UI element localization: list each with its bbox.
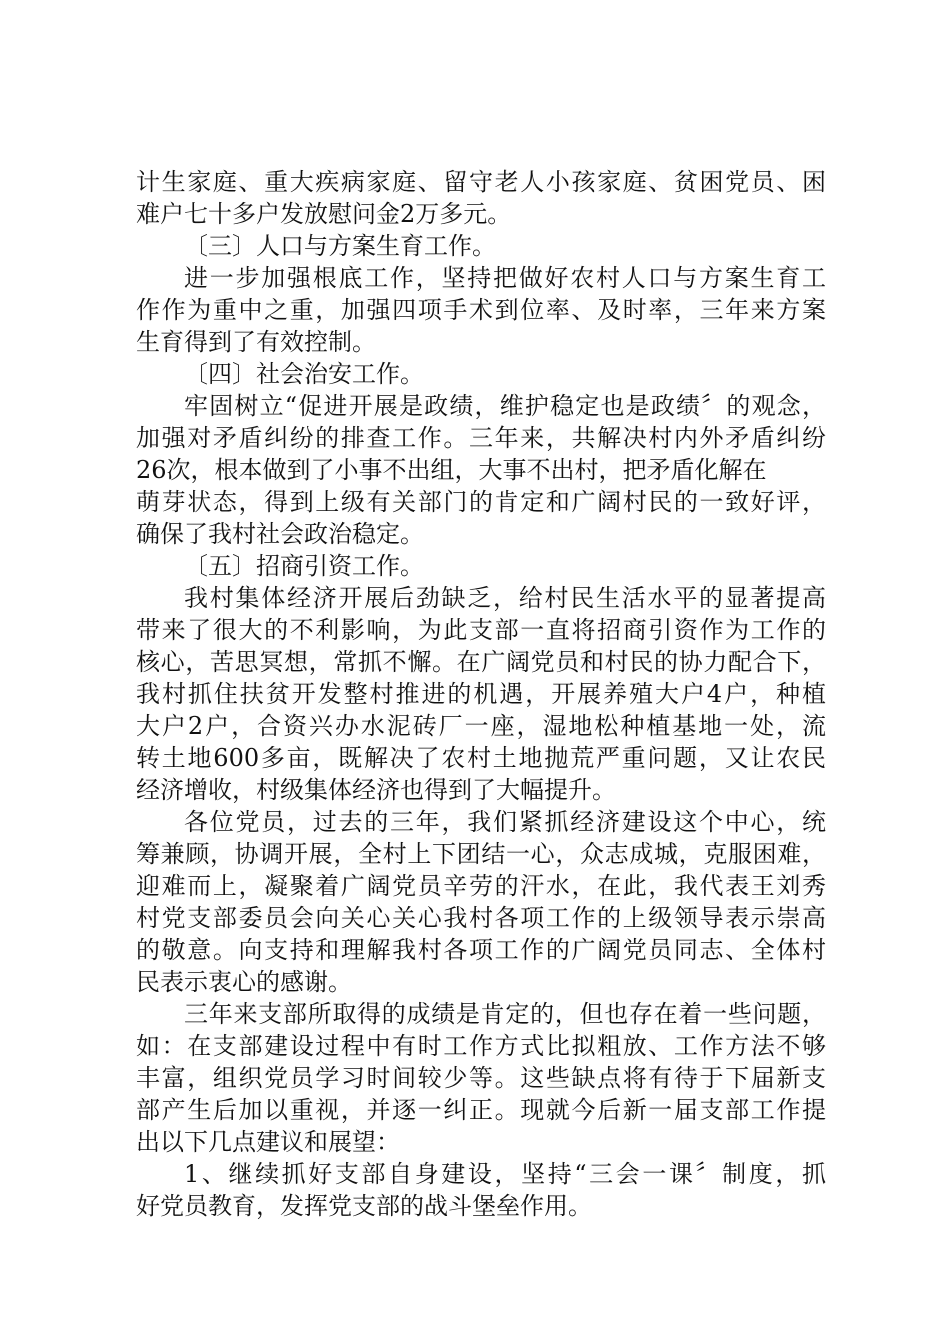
paragraph-line: 生育得到了有效控制。 [136, 328, 376, 356]
paragraph-line: 经济增收，村级集体经济也得到了大幅提升。 [136, 776, 616, 804]
paragraph-line: 核心，苦思冥想，常抓不懈。在广阔党员和村民的协力配合下， [136, 648, 826, 676]
paragraph-line: 计生家庭、重大疾病家庭、留守老人小孩家庭、贫困党员、困 [136, 168, 826, 196]
paragraph-line: 出以下几点建议和展望： [136, 1128, 400, 1156]
paragraph-line: 大户2户，合资兴办水泥砖厂一座，湿地松种植基地一处，流 [136, 712, 826, 740]
paragraph-line: 三年来支部所取得的成绩是肯定的，但也存在着一些问题， [184, 1000, 826, 1028]
paragraph-line: 的敬意。向支持和理解我村各项工作的广阔党员同志、全体村 [136, 936, 826, 964]
paragraph-line: 萌芽状态，得到上级有关部门的肯定和广阔村民的一致好评， [136, 488, 826, 516]
paragraph-line: 迎难而上，凝聚着广阔党员辛劳的汗水，在此，我代表王刘秀 [136, 872, 826, 900]
paragraph-line: 民表示衷心的感谢。 [136, 968, 352, 996]
paragraph-line: 26次，根本做到了小事不出组，大事不出村，把矛盾化解在 [136, 456, 767, 484]
paragraph-line: 如：在支部建设过程中有时工作方式比拟粗放、工作方法不够 [136, 1032, 826, 1060]
document-body [136, 166, 826, 1222]
paragraph-line: 筹兼顾，协调开展，全村上下团结一心，众志成城，克服困难， [136, 840, 826, 868]
section-heading: 〔五〕招商引资工作。 [184, 552, 424, 580]
paragraph-line: 转土地600多亩，既解决了农村土地抛荒严重问题，又让农民 [136, 744, 826, 772]
paragraph-line: 丰富，组织党员学习时间较少等。这些缺点将有待于下届新支 [136, 1064, 826, 1092]
paragraph-line: 作作为重中之重，加强四项手术到位率、及时率，三年来方案 [136, 296, 826, 324]
paragraph-line: 各位党员，过去的三年，我们紧抓经济建设这个中心，统 [184, 808, 826, 836]
section-heading: 〔四〕社会治安工作。 [184, 360, 424, 388]
paragraph-line: 难户七十多户发放慰问金2万多元。 [136, 200, 512, 228]
paragraph-line: 进一步加强根底工作，坚持把做好农村人口与方案生育工 [184, 264, 826, 292]
paragraph-line: 村党支部委员会向关心关心我村各项工作的上级领导表示崇高 [136, 904, 826, 932]
paragraph-line: 好党员教育，发挥党支部的战斗堡垒作用。 [136, 1192, 592, 1220]
paragraph-line: 部产生后加以重视，并逐一纠正。现就今后新一届支部工作提 [136, 1096, 826, 1124]
paragraph-line: 我村抓住扶贫开发整村推进的机遇，开展养殖大户4户，种植 [136, 680, 826, 708]
paragraph-line: 加强对矛盾纠纷的排查工作。三年来，共解决村内外矛盾纠纷 [136, 424, 826, 452]
section-heading: 〔三〕人口与方案生育工作。 [184, 232, 496, 260]
paragraph-line: 牢固树立“促进开展是政绩，维护稳定也是政绩〞的观念， [184, 392, 826, 420]
paragraph-line: 确保了我村社会政治稳定。 [136, 520, 424, 548]
paragraph-line: 1、继续抓好支部自身建设，坚持“三会一课〞制度，抓 [184, 1160, 826, 1188]
paragraph-line: 我村集体经济开展后劲缺乏，给村民生活水平的显著提高 [184, 584, 826, 612]
paragraph-line: 带来了很大的不利影响，为此支部一直将招商引资作为工作的 [136, 616, 826, 644]
